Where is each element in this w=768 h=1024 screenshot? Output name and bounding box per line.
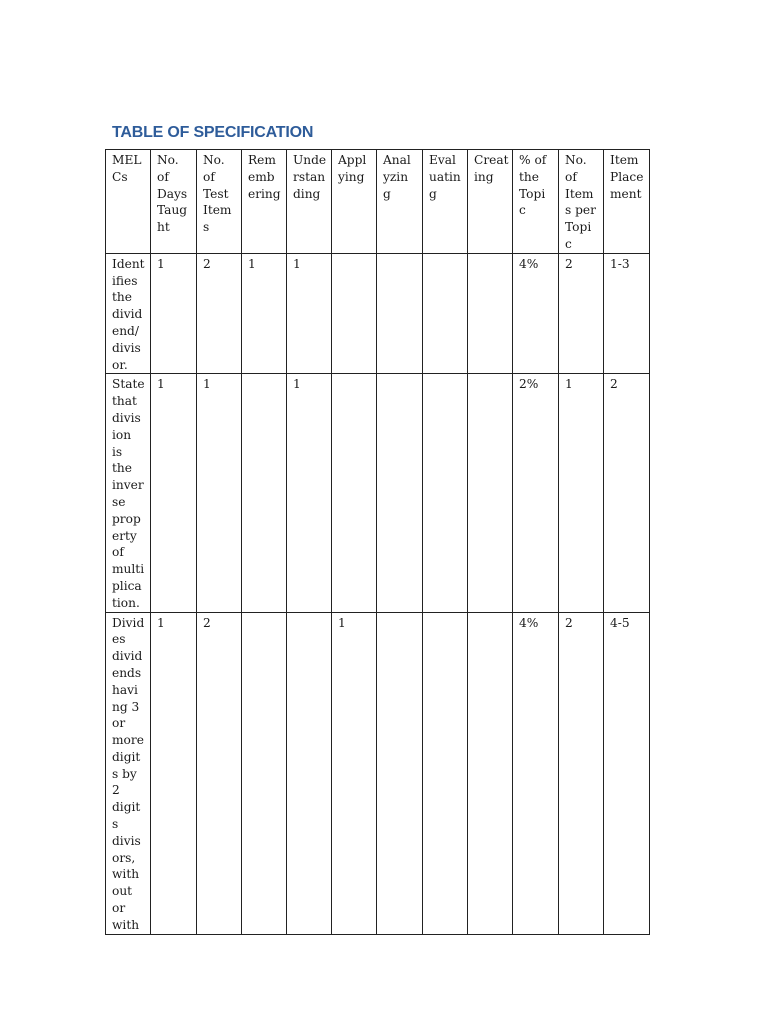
- cell-applying: [332, 374, 377, 612]
- cell-placement: 1-3: [604, 253, 650, 374]
- table-row: [106, 253, 650, 374]
- cell-placement: 2: [604, 374, 650, 612]
- cell-applying: [332, 253, 377, 374]
- cell-understanding: 1: [287, 374, 332, 612]
- cell-percent: 4%: [513, 253, 559, 374]
- cell-melc: State that divis ion is the inver se prop erty of multi plica tion.: [106, 374, 151, 612]
- header-cell-applying: Appl ying: [332, 150, 377, 254]
- table-row: [106, 612, 650, 934]
- header-cell-test-items: No. of Test Item s: [197, 150, 242, 254]
- cell-remembering: [242, 612, 287, 934]
- header-cell-remembering: Rem emb ering: [242, 150, 287, 254]
- header-cell-evaluating: Eval uatin g: [423, 150, 468, 254]
- cell-items-per-topic: 2: [559, 253, 604, 374]
- cell-test-items: 2: [197, 253, 242, 374]
- header-cell-percent-topic: % of the Topi c: [513, 150, 559, 254]
- header-cell-understanding: Unde rstan ding: [287, 150, 332, 254]
- cell-understanding: 1: [287, 253, 332, 374]
- cell-remembering: 1: [242, 253, 287, 374]
- specification-table: [105, 149, 650, 935]
- document-title: TABLE OF SPECIFICATION: [112, 124, 314, 141]
- cell-percent: 2%: [513, 374, 559, 612]
- cell-analyzing: [377, 612, 423, 934]
- cell-melc: Divid es divid ends havi ng 3 or more digit s by 2 digit s divis ors, with out or with: [106, 612, 151, 934]
- cell-days: 1: [151, 253, 197, 374]
- header-cell-creating: Creat ing: [468, 150, 513, 254]
- cell-analyzing: [377, 374, 423, 612]
- cell-creating: [468, 374, 513, 612]
- cell-items-per-topic: 1: [559, 374, 604, 612]
- cell-analyzing: [377, 253, 423, 374]
- cell-evaluating: [423, 374, 468, 612]
- header-cell-melcs: MEL Cs: [106, 150, 151, 254]
- cell-evaluating: [423, 612, 468, 934]
- header-cell-analyzing: Anal yzin g: [377, 150, 423, 254]
- cell-remembering: [242, 374, 287, 612]
- cell-test-items: 1: [197, 374, 242, 612]
- cell-test-items: 2: [197, 612, 242, 934]
- cell-creating: [468, 253, 513, 374]
- cell-days: 1: [151, 612, 197, 934]
- cell-evaluating: [423, 253, 468, 374]
- table-header-row: [106, 150, 650, 254]
- cell-items-per-topic: 2: [559, 612, 604, 934]
- cell-applying: 1: [332, 612, 377, 934]
- cell-understanding: [287, 612, 332, 934]
- table-row: [106, 374, 650, 612]
- cell-creating: [468, 612, 513, 934]
- cell-percent: 4%: [513, 612, 559, 934]
- header-cell-items-per-topic: No. of Item s per Topi c: [559, 150, 604, 254]
- header-cell-days-taught: No. of Days Taug ht: [151, 150, 197, 254]
- header-cell-item-placement: Item Place ment: [604, 150, 650, 254]
- cell-melc: Ident ifies the divid end/ divis or.: [106, 253, 151, 374]
- cell-placement: 4-5: [604, 612, 650, 934]
- cell-days: 1: [151, 374, 197, 612]
